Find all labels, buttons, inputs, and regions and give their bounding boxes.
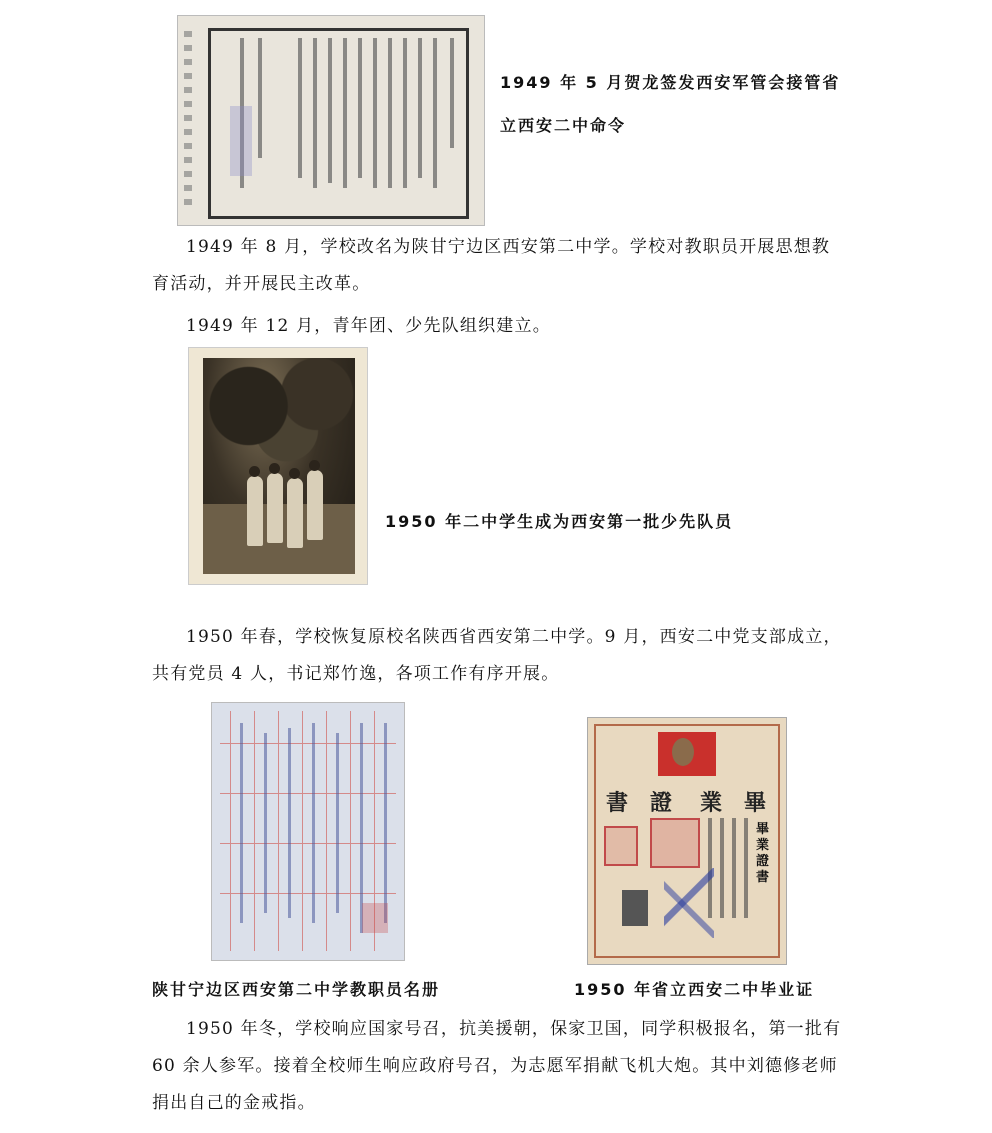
order-caption-line1: 1949 年 5 月贺龙签发西安军管会接管省: [500, 73, 841, 92]
paragraph-1949-august: 1949 年 8 月，学校改名为陕甘宁边区西安第二中学。学校对教职员开展思想教育活动，并开展民主改革。: [152, 237, 831, 294]
certificate-text-column: [744, 818, 748, 918]
roster-ink: [360, 723, 363, 933]
text-column: [403, 38, 407, 188]
certificate-text-column: [720, 818, 724, 918]
student-head: [249, 466, 260, 477]
roster-rule: [220, 793, 396, 794]
military-order-document-image: [177, 15, 485, 226]
text-column: [298, 38, 302, 178]
graduation-certificate-image: [587, 717, 787, 965]
certificate-seal: [650, 818, 700, 868]
text-column: [358, 38, 362, 178]
portrait-emblem: [672, 738, 694, 766]
paragraph-1950-winter: 1950 年冬，学校响应国家号召，抗美援朝，保家卫国，同学积极报名，第一批有 60 余人参军。接着全校师生响应政府号召，为志愿军捐献飞机大炮。其中刘德修老师捐出自己的金戒指。: [152, 1019, 842, 1113]
order-caption-line2: 立西安二中命令: [500, 116, 627, 135]
pioneers-photo: [188, 347, 368, 585]
roster-rule: [230, 711, 231, 951]
photo-trees: [203, 358, 355, 478]
text-column: [418, 38, 422, 178]
pioneers-caption: 1950 年二中学生成为西安第一批少先队员: [385, 512, 734, 531]
roster-ink: [384, 723, 387, 923]
certificate-caption: 1950 年省立西安二中毕业证: [574, 980, 815, 999]
student-head: [309, 460, 320, 471]
document-edge-marks: [184, 31, 192, 211]
photo-scene: [203, 358, 355, 574]
roster-ink: [312, 723, 315, 923]
roster-ink: [288, 728, 291, 918]
student-figure: [267, 473, 283, 543]
student-head: [269, 463, 280, 474]
text-column: [343, 38, 347, 188]
staff-roster-image: [211, 702, 405, 961]
roster-rule: [350, 711, 351, 951]
roster-rule: [302, 711, 303, 951]
roster-rule: [220, 893, 396, 894]
certificate-seal: [604, 826, 638, 866]
text-column: [313, 38, 317, 188]
roster-rule: [220, 843, 396, 844]
paragraph-1950-spring: 1950 年春，学校恢复原校名陕西省西安第二中学。9 月，西安二中党支部成立，共有党员 4 人，书记郑竹逸，各项工作有序开展。: [152, 627, 842, 684]
student-head: [289, 468, 300, 479]
ink-stamp: [230, 106, 252, 176]
student-photo: [622, 890, 648, 926]
text-column: [433, 38, 437, 188]
paragraph-1949-december: 1949 年 12 月，青年团、少先队组织建立。: [186, 316, 551, 336]
roster-ink: [240, 723, 243, 923]
certificate-header-char: 證: [650, 790, 673, 816]
text-column: [388, 38, 392, 188]
roster-ink: [264, 733, 267, 913]
text-column: [258, 38, 262, 158]
roster-seal: [362, 903, 388, 933]
text-column: [328, 38, 332, 183]
text-column: [373, 38, 377, 188]
roster-rule: [326, 711, 327, 951]
student-figure: [287, 478, 303, 548]
roster-rule: [254, 711, 255, 951]
certificate-text-column: [732, 818, 736, 918]
certificate-header-char: 業: [700, 790, 723, 816]
roster-rule: [278, 711, 279, 951]
roster-rule: [220, 743, 396, 744]
certificate-side-title: 畢業證書: [756, 822, 770, 885]
roster-caption: 陕甘宁边区西安第二中学教职员名册: [152, 980, 441, 999]
certificate-header-char: 書: [606, 790, 629, 816]
text-column: [450, 38, 454, 148]
student-figure: [247, 476, 263, 546]
certificate-header-char: 畢: [744, 790, 767, 816]
roster-ink: [336, 733, 339, 913]
student-figure: [307, 470, 323, 540]
signature-mark: [664, 868, 714, 938]
